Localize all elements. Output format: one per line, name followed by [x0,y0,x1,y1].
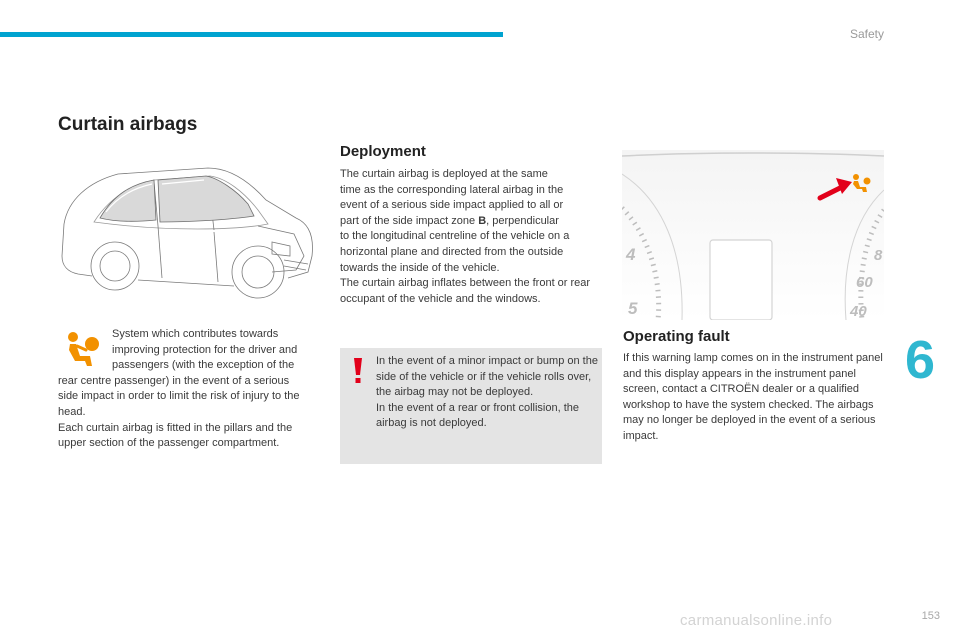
deployment-paragraph-2: The curtain airbag inflates between the front or rear occupant of the vehicle and the windows. [340,277,591,305]
exclamation-icon [352,358,364,384]
tachometer-mark: 5 [628,299,638,318]
tachometer-mark: 4 [626,245,636,264]
header-accent-bar [0,32,503,37]
intro-paragraph: System which contributes towards improving protection for the driver and passengers (with the exception of the rear centre passenger) in the event of a serious side impact in order to limit the risk of injury to the head. [58,328,300,418]
deployment-line-part: part of the side impact zone [340,214,479,227]
deployment-line: to the longitudinal centreline of the vehicle on a [340,230,570,243]
operating-fault-text: If this warning lamp comes on in the instrument panel and this display appears in the instrument panel screen, contact a CITROËN dealer or a qualified workshop to have the system checked. The airbags may no longer be deployed in the event of a serious impact. [623,352,883,442]
speedometer-mark: 8 [874,247,883,264]
deployment-heading: Deployment [340,143,426,160]
speedometer-mark: 40 [850,303,867,320]
watermark: carmanualsonline.info [680,612,833,629]
deployment-line [340,214,602,230]
deployment-line: event of a serious side impact applied to all or [340,199,564,212]
page-title: Curtain airbags [58,114,198,135]
warning-text [376,354,598,432]
deployment-line: The curtain airbag is deployed at the same [340,168,548,180]
chapter-number: 6 [905,330,936,390]
intro-text [58,327,310,452]
instrument-panel-image [622,150,884,320]
deployment-line-part: , perpendicular [486,214,559,227]
deployment-line: towards the inside of the vehicle. [340,261,500,274]
operating-fault-heading: Operating fault [623,328,730,345]
icon-spacer [58,327,112,373]
car-illustration [58,160,316,310]
warning-text-2: In the event of a rear or front collision, the airbag is not deployed. [376,401,580,430]
zone-label: B [478,214,487,227]
page-number: 153 [921,610,940,622]
speedometer-mark: 60 [856,274,873,291]
deployment-text [340,167,602,307]
warning-text-1: In the event of a minor impact or bump on the side of the vehicle or if the vehicle rolls over, the airbag may not be deployed. [376,355,598,399]
deployment-line: horizontal plane and directed from the outside [340,245,564,258]
warning-box [340,348,602,464]
deployment-line: time as the corresponding lateral airbag in the [340,183,564,196]
intro-paragraph-2: Each curtain airbag is fitted in the pillars and the upper section of the passenger compartment. [58,421,293,450]
section-label: Safety [849,27,884,41]
